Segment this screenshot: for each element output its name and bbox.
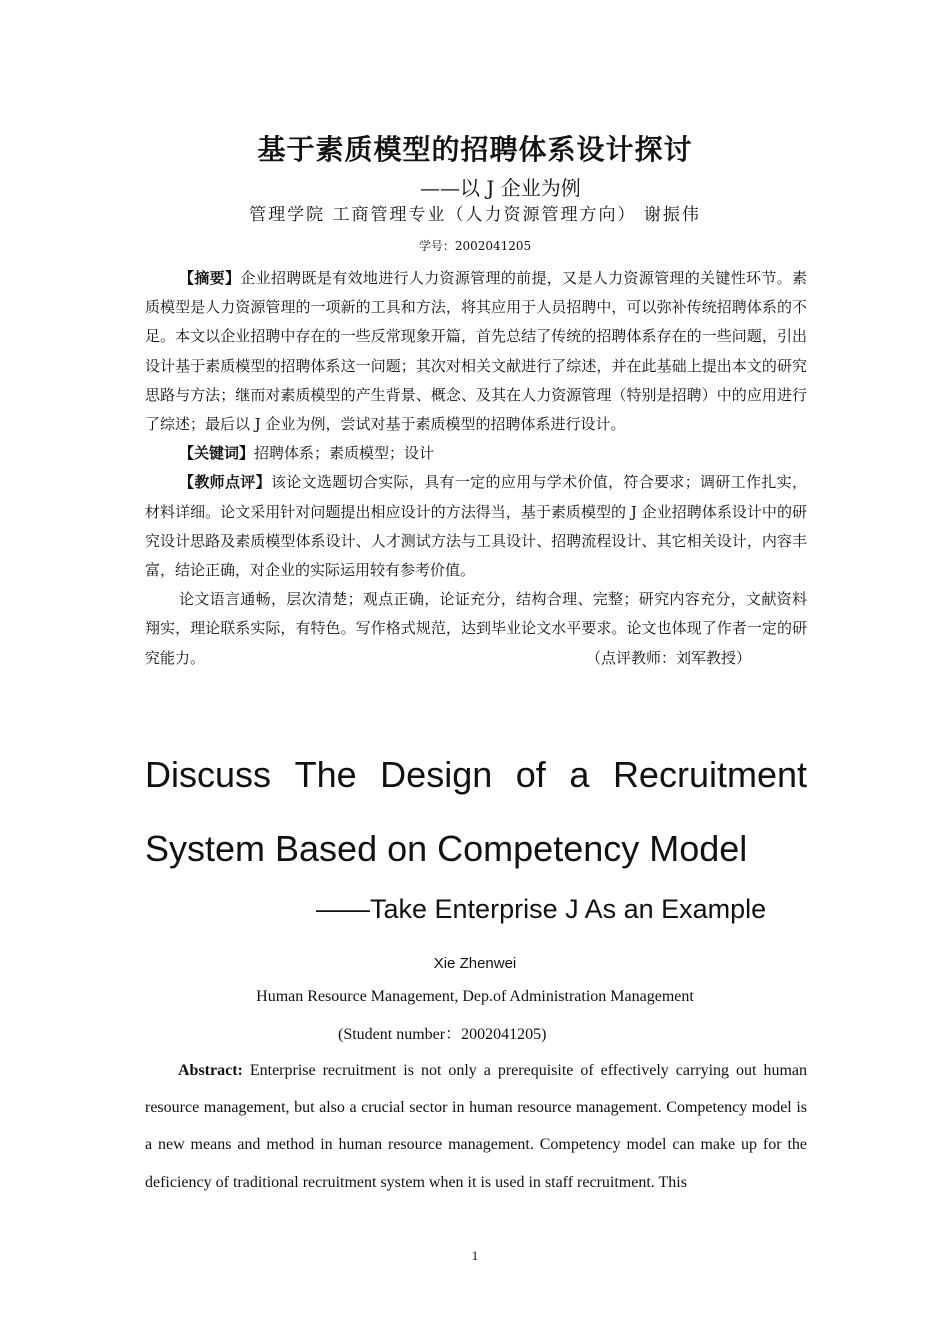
english-subtitle: ——Take Enterprise J As an Example	[316, 894, 767, 924]
english-abstract-text: Enterprise recruitment is not only a prerequisite of effectively carrying out human resource management, but also a crucial sector in human resource management. Competency model is a new means and method in human resource management. Competency model can make up for the deficiency of traditional recruitment system when it is used in staff recruitment. This	[145, 1062, 807, 1191]
chinese-title: 基于素质模型的招聘体系设计探讨	[257, 133, 693, 166]
english-title-line-2: System Based on Competency Model	[145, 828, 748, 869]
chinese-student-number: 学号：2002041205	[418, 239, 532, 253]
chinese-subtitle: ——以 J 企业为例	[420, 176, 581, 200]
comment-label: 【教师点评】	[179, 473, 271, 492]
title-word: Recruitment	[612, 754, 807, 795]
keywords-text: 招聘体系；素质模型；设计	[254, 444, 435, 463]
teacher-comment	[145, 468, 807, 585]
chinese-abstract-block	[145, 264, 807, 673]
chinese-abstract	[145, 264, 807, 439]
english-title	[145, 738, 807, 886]
title-word: Design	[380, 754, 493, 795]
comment-text: 该论文选题切合实际，具有一定的应用与学术价值，符合要求；调研工作扎实，材料详细。论文采用针对问题提出相应设计的方法得当，基于素质模型的 J 企业招聘体系设计中的研究设计思路及素质模型体系设计、人才测试方法与工具设计、招聘流程设计、其它相关设计，内容丰富，结论正确，对企业的实际运用较有参考价值。	[145, 473, 807, 580]
chinese-author-line: 管理学院 工商管理专业（人力资源管理方向） 谢振伟	[249, 205, 701, 225]
keywords-label: 【关键词】	[179, 444, 255, 463]
teacher-comment-second	[145, 585, 807, 673]
english-title-line-1	[145, 738, 807, 812]
english-abstract-label: Abstract:	[178, 1062, 243, 1079]
title-word: of	[515, 754, 546, 795]
comment-signature: （点评教师：刘军教授）	[585, 648, 751, 667]
page-number: 1	[471, 1248, 479, 1263]
title-word: Discuss	[145, 754, 272, 795]
comment-text-2: 论文语言通畅，层次清楚；观点正确，论证充分，结构合理、完整；研究内容充分，文献资料翔实，理论联系实际，有特色。写作格式规范，达到毕业论文水平要求。论文也体现了作者一定的研究能力。	[145, 590, 807, 667]
english-abstract	[145, 1052, 807, 1201]
abstract-text: 企业招聘既是有效地进行人力资源管理的前提，又是人力资源管理的关键性环节。素质模型是人力资源管理的一项新的工具和方法，将其应用于人员招聘中，可以弥补传统招聘体系的不足。本文以企业招聘中存在的一些反常现象开篇，首先总结了传统的招聘体系存在的一些问题，引出设计基于素质模型的招聘体系这一问题；其次对相关文献进行了综述，并在此基础上提出本文的研究思路与方法；继而对素质模型的产生背景、概念、及其在人力资源管理（特别是招聘）中的应用进行了综述；最后以 J 企业为例，尝试对基于素质模型的招聘体系进行设计。	[145, 269, 807, 434]
abstract-label: 【摘要】	[179, 269, 241, 287]
chinese-keywords	[145, 439, 807, 468]
english-abstract-paragraph	[145, 1052, 807, 1201]
english-student-number: (Student number：2002041205)	[338, 1026, 547, 1043]
title-word: The	[294, 754, 357, 795]
english-author: Xie Zhenwei	[433, 955, 517, 972]
english-department: Human Resource Management, Dep.of Administration Management	[256, 988, 694, 1005]
title-word: a	[569, 754, 590, 795]
